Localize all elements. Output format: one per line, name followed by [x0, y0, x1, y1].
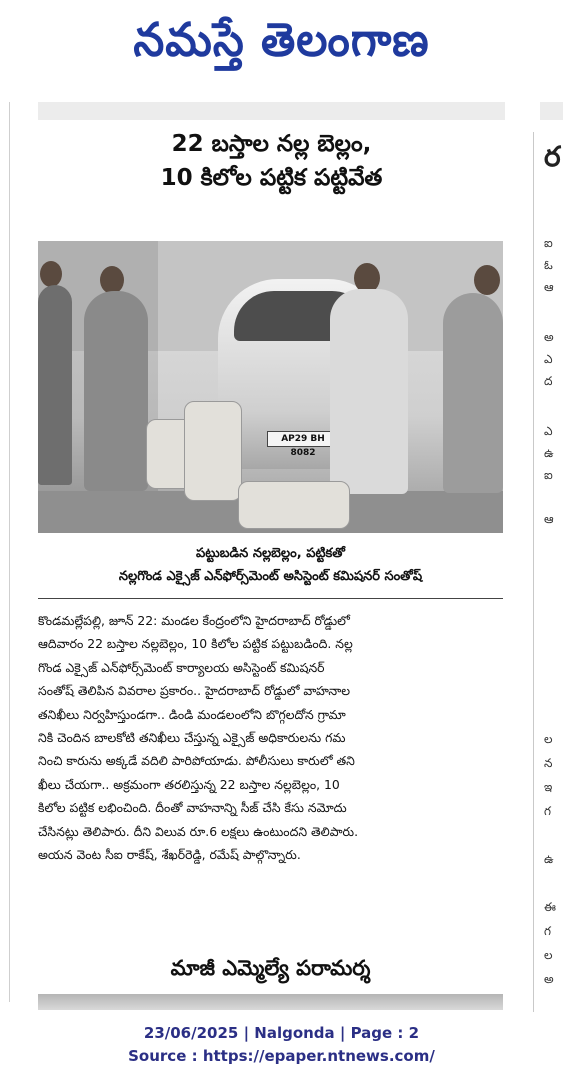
adjacent-text-glyph: ల [544, 732, 553, 746]
epaper-page [0, 92, 563, 1010]
body-line: నించి కారును అక్కడే వదిలి పారిపోయాడు. పోలీసులు కారులో తని [38, 753, 355, 769]
adjacent-text-glyph: ఉ [544, 446, 554, 460]
footer-source-link[interactable]: Source : https://epaper.ntnews.com/ [128, 1047, 435, 1065]
caption-line-1: పట్టుబడిన నల్లబెల్లం, పట్టికతో [196, 546, 345, 561]
photo-person-2 [84, 291, 148, 491]
adjacent-text-glyph: ఆ [544, 280, 554, 294]
body-line: కిలోల పట్టిక లభించింది. దీంతో వాహనాన్ని సీజ్ చేసి కేసు నమోదు [38, 800, 347, 816]
photo-person-1 [38, 285, 72, 485]
adjacent-text-glyph: ఇ [544, 780, 553, 794]
photo-person-3 [330, 289, 408, 494]
photo-person-4 [443, 293, 503, 493]
adjacent-column [540, 132, 563, 1012]
previous-photo-strip-right [540, 102, 563, 120]
adjacent-text-glyph: గ [544, 804, 551, 818]
adjacent-text-glyph: ఓ [544, 258, 553, 272]
adjacent-text-glyph: ల [544, 948, 553, 962]
caption-divider [38, 598, 503, 599]
article-headline [38, 122, 505, 195]
column-divider [533, 132, 534, 1012]
body-line: తనిఖీలు నిర్వహిస్తుండగా.. డిండి మండలంలోని బొగ్గలదోన గ్రామా [38, 706, 346, 722]
photo-caption [38, 542, 503, 588]
headline-line-2: 10 కిలోల పట్టిక పట్టివేత [160, 165, 383, 191]
article-body [38, 609, 503, 866]
adjacent-text-glyph: అ [544, 972, 554, 986]
photo-person-1-head [40, 261, 62, 287]
body-line: ఆదివారం 22 బస్తాల నల్లబెల్లం, 10 కిలోల పట్టిక పట్టుబడింది. నల్ల [38, 636, 353, 652]
body-line: కొండమల్లేపల్లి, జూన్ 22: మండల కేంద్రంలోని హైదరాబాద్ రోడ్డులో [38, 613, 350, 628]
body-line: ఖీలు చేయగా.. అక్రమంగా తరలిస్తున్న 22 బస్తాల నల్లబెల్లం, 10 [38, 776, 340, 792]
next-article-photo [38, 994, 503, 1010]
adjacent-text-glyph: ఆ [544, 512, 554, 526]
adjacent-text-glyph: ఉ [544, 852, 554, 866]
adjacent-text-glyph: ఐ [544, 236, 553, 250]
photo-jaggery-bag-3 [238, 481, 350, 529]
next-article-headline: మాజీ ఎమ్మెల్యే పరామర్శ [170, 956, 371, 980]
masthead [0, 0, 563, 92]
headline-line-1: 22 బస్తాల నల్ల బెల్లం, [171, 131, 372, 157]
adjacent-text-glyph: ఎ [544, 352, 553, 366]
adjacent-text-glyph: గ [544, 924, 551, 938]
adjacent-headline-letter: ర [544, 140, 561, 173]
body-line: సంతోష్ తెలిపిన వివరాల ప్రకారం.. హైదరాబాద్ రోడ్డులో వాహనాల [38, 683, 351, 699]
previous-photo-strip [38, 102, 505, 120]
page-footer [0, 1022, 563, 1068]
photo-jaggery-bag-2 [184, 401, 242, 501]
adjacent-text-glyph: ద [544, 374, 553, 388]
adjacent-text-glyph: ఎ [544, 424, 553, 438]
adjacent-text-glyph: న [544, 756, 553, 770]
body-line: నికి చెందిన బాలకోటి తనిఖీలు చేస్తున్న ఎక్సైజ్ అధికారులను గమ [38, 730, 346, 746]
news-article [38, 122, 505, 980]
footer-date-edition: 23/06/2025 | Nalgonda | Page : 2 [143, 1024, 420, 1042]
adjacent-text-glyph: ఈ [544, 900, 556, 914]
page-edge-rule [9, 102, 10, 1002]
caption-line-2: నల్లగొండ ఎక్సైజ్ ఎన్‌ఫోర్స్‌మెంట్ అసిస్టెంట్ కమిషనర్ సంతోష్ [118, 569, 423, 584]
body-line: గొండ ఎక్సైజ్ ఎన్‌ఫోర్స్‌మెంట్ కార్యాలయ అసిస్టెంట్ కమిషనర్ [38, 659, 325, 675]
photo-number-plate: AP29 BH 8082 [267, 431, 339, 447]
adjacent-text-glyph: అ [544, 330, 554, 344]
article-photo [38, 241, 503, 533]
photo-person-4-head [474, 265, 500, 295]
body-line: చేసినట్లు తెలిపారు. దీని విలువ రూ.6 లక్షలు ఉంటుందని తెలిపారు. [38, 823, 359, 839]
photo-person-2-head [100, 266, 124, 294]
body-line: అయన వెంట సీఐ రాకేష్, శేఖర్‌రెడ్డి, రమేష్ పాల్గొన్నారు. [38, 847, 301, 863]
newspaper-title: నమస్తే తెలంగాణ [133, 13, 430, 67]
adjacent-text-glyph: ఐ [544, 468, 553, 482]
